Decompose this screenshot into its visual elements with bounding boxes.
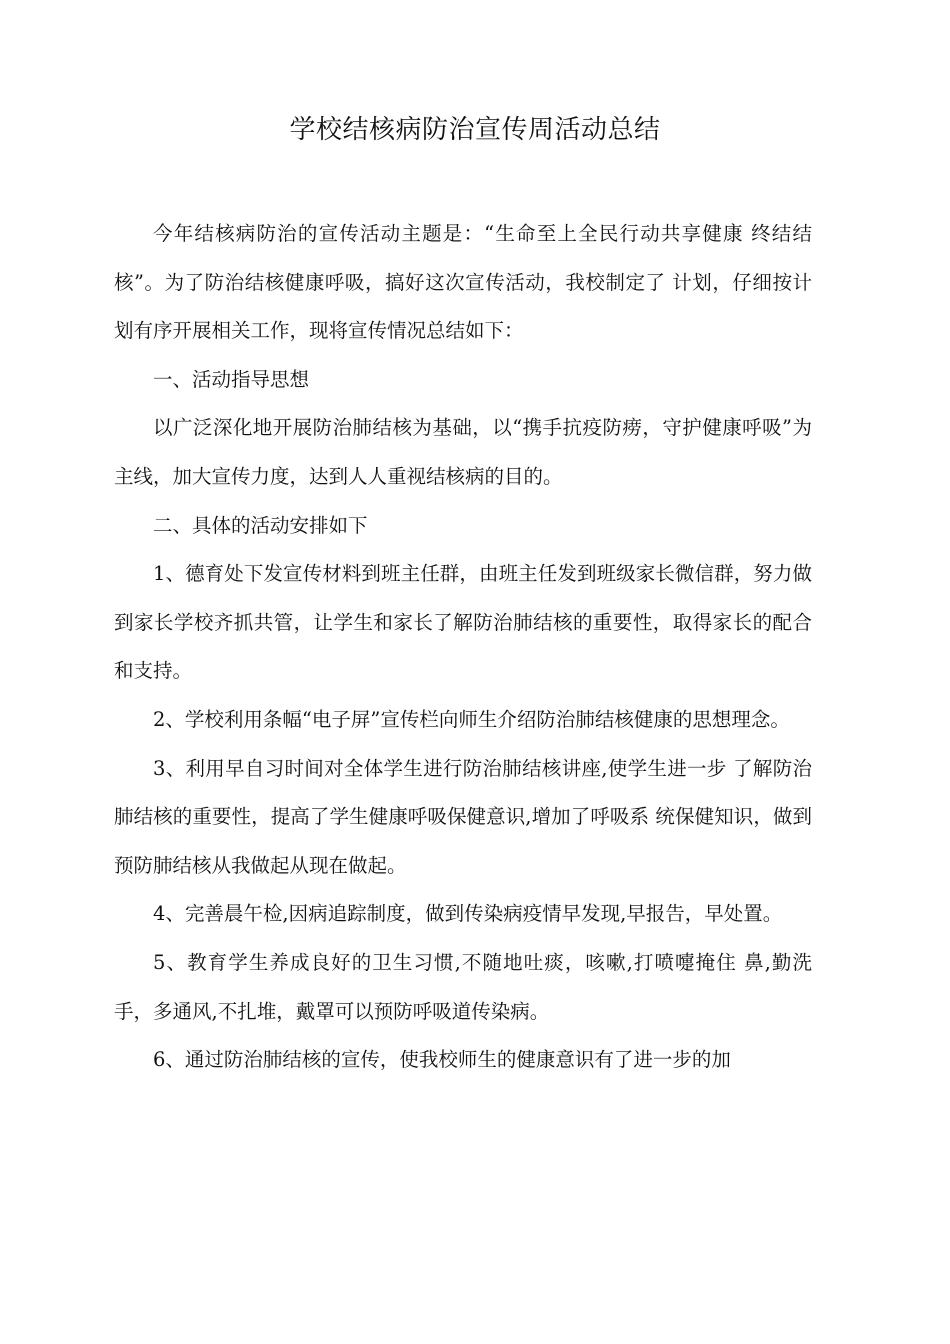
list-item-1: 1、德育处下发宣传材料到班主任群，由班主任发到班级家长微信群，努力做到家长学校齐抓共管，让学生和家长了解防治肺结核的重要性，取得家长的配合和支持。 <box>114 562 812 683</box>
document-body <box>114 210 812 1085</box>
heading-activity-arrangement: 二、具体的活动安排如下 <box>153 513 368 537</box>
list-item-4: 4、完善晨午检,因病追踪制度，做到传染病疫情早发现,早报告，早处置。 <box>153 902 783 926</box>
list-item-3: 3、利用早自习时间对全体学生进行防治肺结核讲座,使学生进一步 了解防治肺结核的重要性，提高了学生健康呼吸保健意识,增加了呼吸系 统保健知识，做到预防肺结核从我做起从现在做起。 <box>114 756 812 877</box>
paragraph-theme: 今年结核病防治的宣传活动主题是：“生命至上全民行动共享健康 终结结核”。为了防治结核健康呼吸，搞好这次宣传活动，我校制定了 计划，仔细按计划有序开展相关工作，现将宣传情况总结如下： <box>114 222 812 343</box>
heading-guiding-thought: 一、活动指导思想 <box>153 367 310 391</box>
list-item-5: 5、教育学生养成良好的卫生习惯,不随地吐痰，咳嗽,打喷嚏掩住 鼻,勤洗手，多通风,不扎堆，戴罩可以预防呼吸道传染病。 <box>114 950 812 1023</box>
paragraph-guiding-thought: 以广泛深化地开展防治肺结核为基础，以“携手抗疫防痨，守护健康呼吸”为主线，加大宣传力度，达到人人重视结核病的目的。 <box>114 416 812 488</box>
document-title: 学校结核病防治宣传周活动总结 <box>289 115 661 145</box>
list-item-2: 2、学校利用条幅“电子屏”宣传栏向师生介绍防治肺结核健康的思想理念。 <box>153 707 790 731</box>
list-item-6: 6、通过防治肺结核的宣传，使我校师生的健康意识有了进一步的加 <box>153 1048 731 1072</box>
